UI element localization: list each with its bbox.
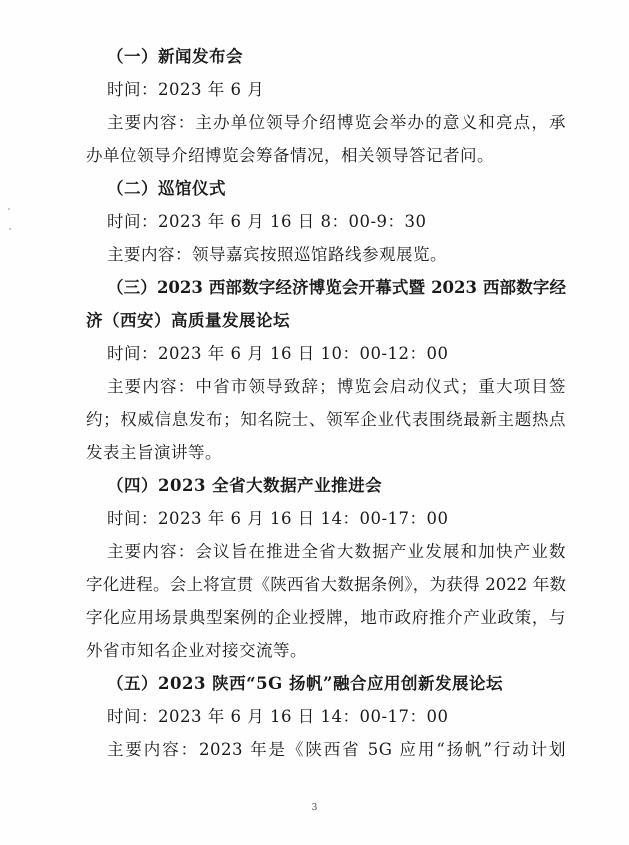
- section-heading: （五）2023 陕西“5G 扬帆”融合应用创新发展论坛: [107, 674, 503, 693]
- body-line: 时间：2023 年 6 月: [107, 80, 265, 99]
- scan-speck: [8, 208, 10, 210]
- document-body: [86, 40, 566, 766]
- section-heading: （一）新闻发布会: [107, 47, 243, 66]
- body-line: 约；权威信息发布；知名院士、领军企业代表围绕最新主题热点: [86, 410, 566, 429]
- body-line: 时间：2023 年 6 月 16 日 8：00-9：30: [107, 212, 427, 231]
- section-heading: （四）2023 全省大数据产业推进会: [107, 476, 383, 495]
- scan-speck: [9, 228, 11, 230]
- section-heading: （二）巡馆仪式: [107, 179, 226, 198]
- section-heading: （三）2023 西部数字经济博览会开幕式暨 2023 西部数字经: [107, 278, 566, 297]
- body-line: 时间：2023 年 6 月 16 日 14：00-17：00: [107, 707, 449, 726]
- body-line: 字化应用场景典型案例的企业授牌，地市政府推介产业政策，与: [86, 608, 566, 627]
- body-line: 主要内容：2023 年是《陕西省 5G 应用“扬帆”行动计划: [107, 740, 566, 759]
- body-line: 外省市知名企业对接交流等。: [86, 641, 307, 660]
- body-line: 发表主旨演讲等。: [86, 443, 222, 462]
- section-heading-continued: 济（西安）高质量发展论坛: [86, 311, 290, 330]
- body-line: 主要内容：会议旨在推进全省大数据产业发展和加快产业数: [107, 542, 566, 561]
- body-line: 字化进程。会上将宣贯《陕西省大数据条例》，为获得 2022 年数: [86, 575, 566, 594]
- page-number: 3: [311, 803, 318, 813]
- body-line: 办单位领导介绍博览会筹备情况，相关领导答记者问。: [86, 146, 494, 165]
- body-line: 主要内容：中省市领导致辞；博览会启动仪式；重大项目签: [107, 377, 566, 396]
- body-line: 时间：2023 年 6 月 16 日 10：00-12：00: [107, 344, 449, 363]
- body-line: 主要内容：主办单位领导介绍博览会举办的意义和亮点，承: [107, 113, 566, 132]
- body-line: 时间：2023 年 6 月 16 日 14：00-17：00: [107, 509, 449, 528]
- body-line: 主要内容：领导嘉宾按照巡馆路线参观展览。: [107, 245, 447, 264]
